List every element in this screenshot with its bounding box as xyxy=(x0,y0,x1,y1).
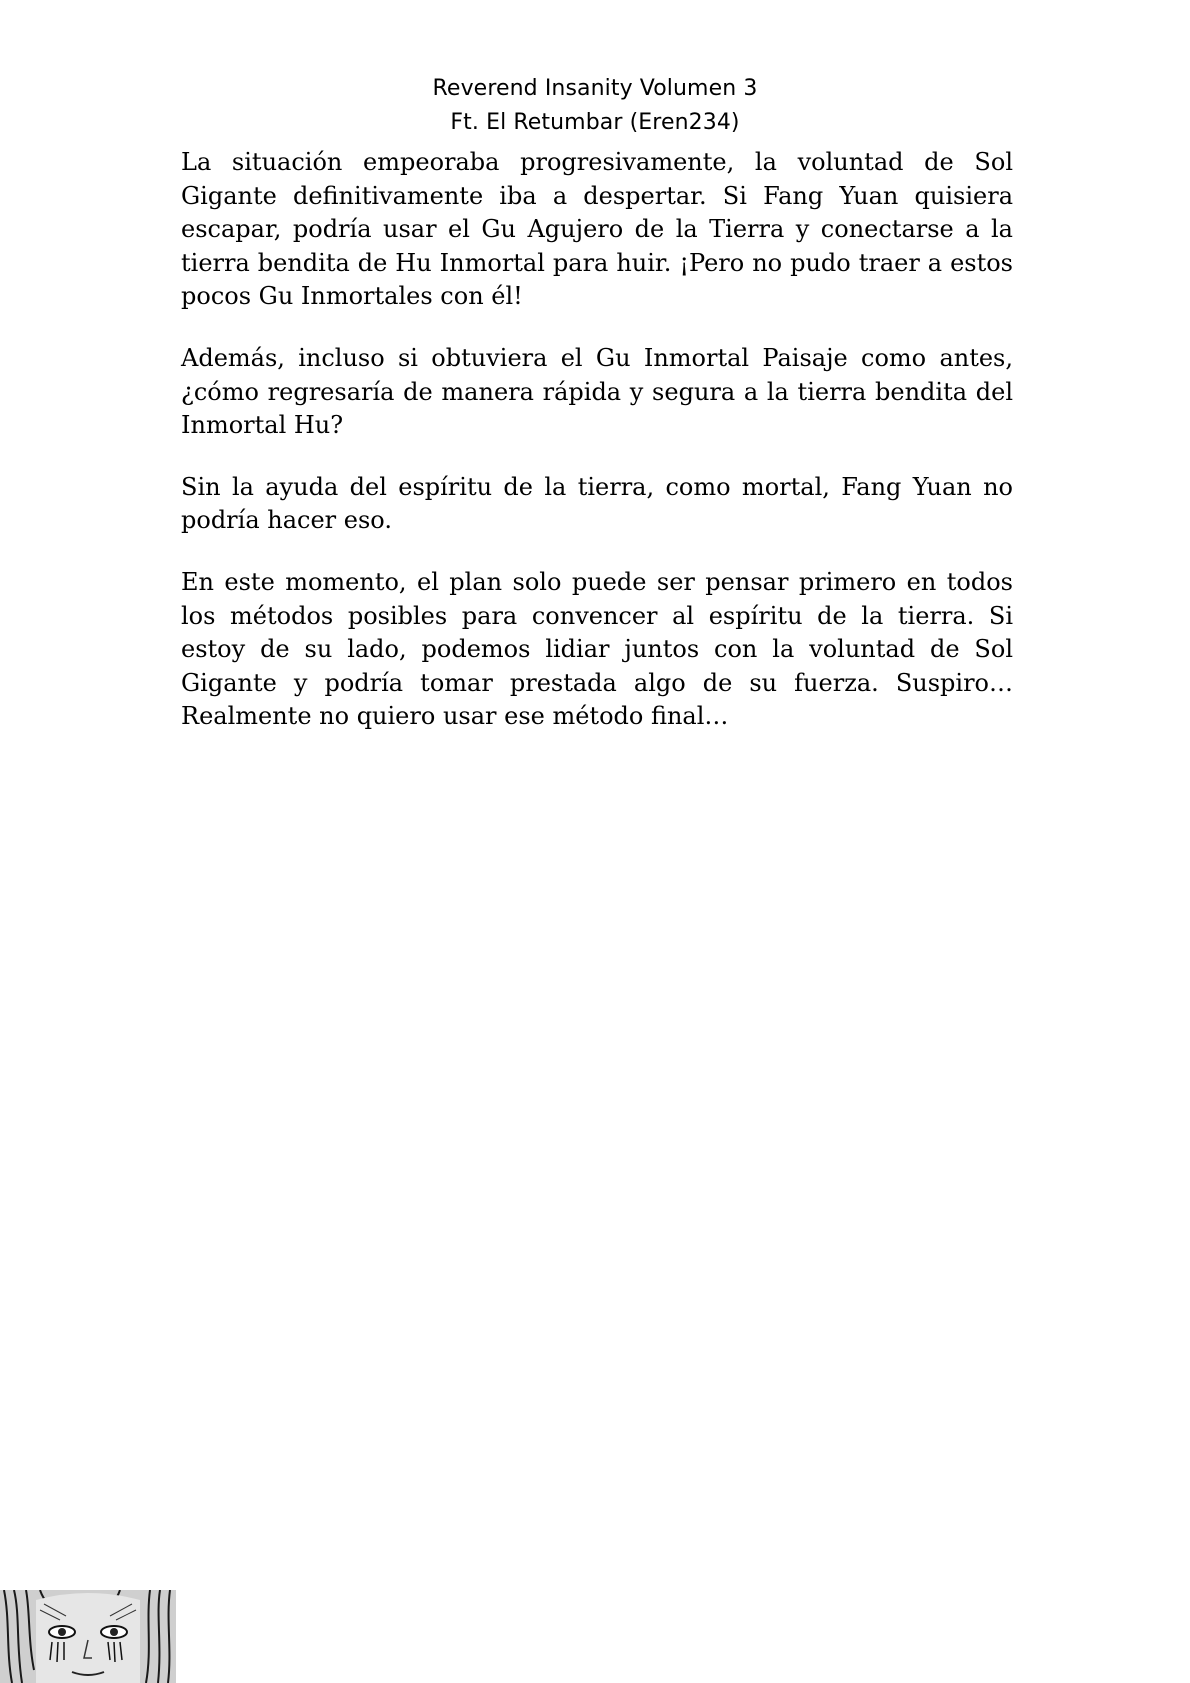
paragraph: Sin la ayuda del espíritu de la tierra, como mortal, Fang Yuan no podría hacer eso. xyxy=(181,472,1013,535)
header-title: Reverend Insanity Volumen 3 xyxy=(432,76,758,101)
manga-face-illustration-icon xyxy=(0,1590,176,1683)
paragraph: La situación empeoraba progresivamente, la voluntad de Sol Gigante definitivamente iba a despertar. Si Fang Yuan quisiera escapar, podría usar el Gu Agujero de la Tierra y conectarse a la tierra bendita de Hu Inmortal para huir. ¡Pero no pudo traer a estos pocos Gu Inmortales con él! xyxy=(181,148,1013,311)
paragraph: Además, incluso si obtuviera el Gu Inmortal Paisaje como antes, ¿cómo regresaría de manera rápida y segura a la tierra bendita del Inmortal Hu? xyxy=(181,343,1013,440)
chapter-body xyxy=(181,146,1013,762)
page-header xyxy=(0,72,1190,140)
paragraph: En este momento, el plan solo puede ser pensar primero en todos los métodos posibles para convencer al espíritu de la tierra. Si estoy de su lado, podemos lidiar juntos con la voluntad de Sol Gigante y podría tomar prestada algo de su fuerza. Suspiro… Realmente no quiero usar ese método final… xyxy=(181,567,1013,731)
header-subtitle: Ft. El Retumbar (Eren234) xyxy=(450,110,740,135)
